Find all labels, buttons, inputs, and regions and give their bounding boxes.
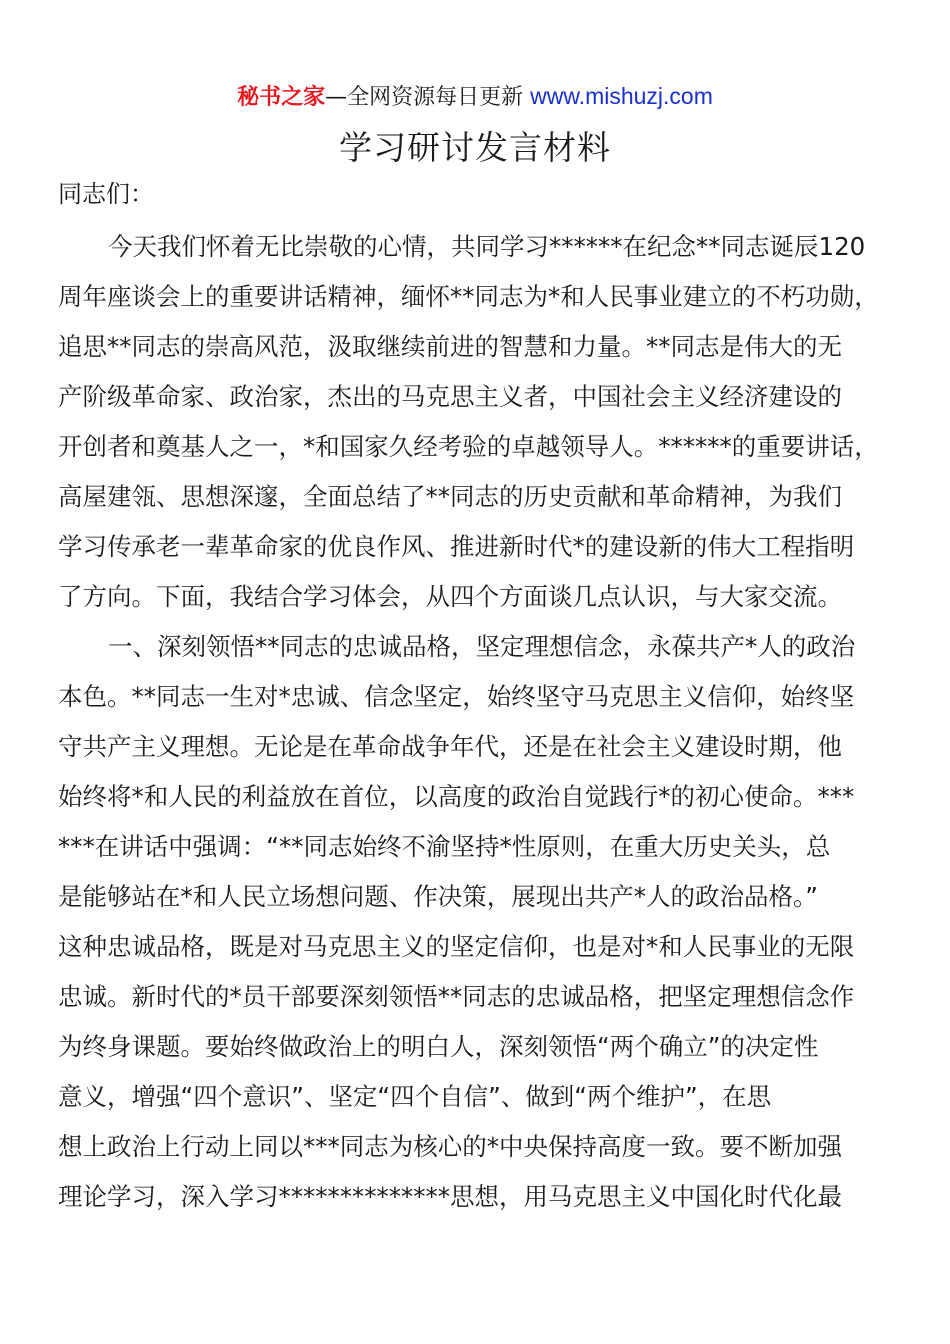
document-body — [58, 222, 908, 1222]
paragraph-line: 今天我们怀着无比崇敬的心情，共同学习******在纪念**同志诞辰120 — [108, 232, 866, 261]
paragraph-line: 意义，增强“四个意识”、坚定“四个自信”、做到“两个维护”，在思 — [58, 1082, 772, 1111]
paragraph-line: 守共产主义理想。无论是在革命战争年代，还是在社会主义建设时期，他 — [58, 732, 842, 761]
greeting: 同志们： — [58, 180, 154, 208]
paragraph-line: 始终将*和人民的利益放在首位，以高度的政治自觉践行*的初心使命。*** — [58, 782, 855, 811]
paragraph-line: 是能够站在*和人民立场想问题、作决策，展现出共产*人的政治品格。” — [58, 882, 818, 911]
paragraph-line: 开创者和奠基人之一，*和国家久经考验的卓越领导人。******的重要讲话， — [58, 432, 879, 461]
paragraph-line: 想上政治上行动上同以***同志为核心的*中央保持高度一致。要不断加强 — [58, 1132, 842, 1161]
document-title: 学习研讨发言材料 — [339, 128, 611, 167]
paragraph-line: 追思**同志的崇高风范，汲取继续前进的智慧和力量。**同志是伟大的无 — [58, 332, 842, 361]
paragraph-line: 周年座谈会上的重要讲话精神，缅怀**同志为*和人民事业建立的不朽功勋， — [58, 282, 879, 311]
paragraph-line: 本色。**同志一生对*忠诚、信念坚定，始终坚守马克思主义信仰，始终坚 — [58, 682, 855, 711]
paragraph-line: 高屋建瓴、思想深邃，全面总结了**同志的历史贡献和革命精神，为我们 — [58, 482, 842, 511]
banner-tagline: —全网资源每日更新 — [325, 85, 524, 110]
paragraph-line: 为终身课题。要始终做政治上的明白人，深刻领悟“两个确立”的决定性 — [58, 1032, 819, 1061]
brand-name: 秘书之家 — [237, 85, 326, 110]
paragraph-line: 产阶级革命家、政治家，杰出的马克思主义者，中国社会主义经济建设的 — [58, 382, 842, 411]
paragraph-line: 了方向。下面，我结合学习体会，从四个方面谈几点认识，与大家交流。 — [58, 582, 842, 611]
paragraph-line: ***在讲话中强调：“**同志始终不渝坚持*性原则，在重大历史关头，总 — [58, 832, 831, 861]
paragraph-line: 忠诚。新时代的*员干部要深刻领悟**同志的忠诚品格，把坚定理想信念作 — [58, 982, 855, 1011]
site-banner — [0, 80, 950, 114]
paragraph-line: 理论学习，深入学习**************思想，用马克思主义中国化时代化最 — [58, 1182, 842, 1211]
site-url[interactable]: www.mishuzj.com — [530, 83, 713, 109]
paragraph-line: 学习传承老一辈革命家的优良作风、推进新时代*的建设新的伟大工程指明 — [58, 532, 855, 561]
paragraph-line: 这种忠诚品格，既是对马克思主义的坚定信仰，也是对*和人民事业的无限 — [58, 932, 855, 961]
section-heading-line: 一、深刻领悟**同志的忠诚品格，坚定理想信念，永葆共产*人的政治 — [108, 632, 856, 661]
